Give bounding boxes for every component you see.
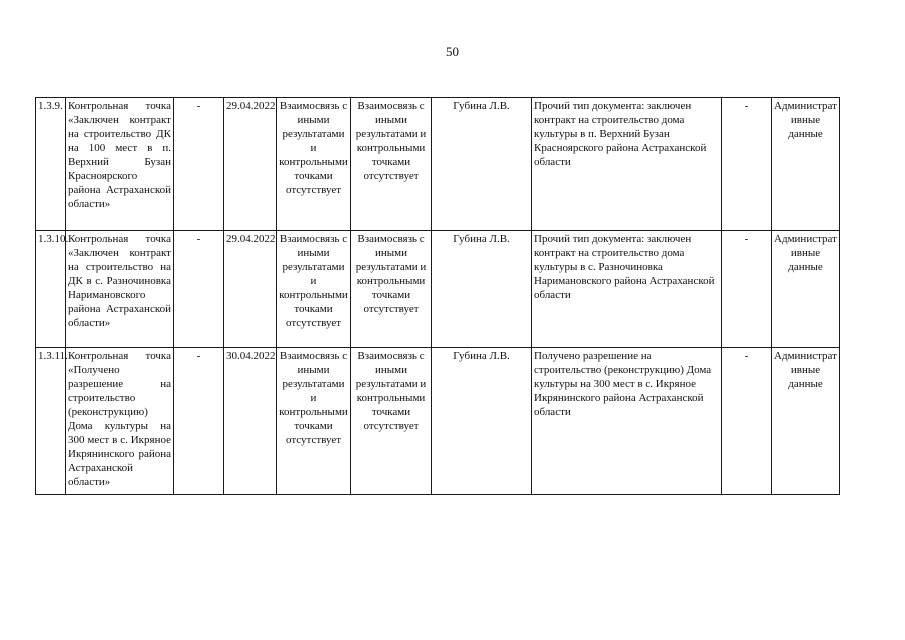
control-points-table — [35, 97, 840, 495]
row-number: 1.3.10. — [36, 231, 66, 348]
base-value-cell: - — [174, 231, 224, 348]
document-type: Прочий тип документа: заключен контракт на строительство дома культуры в п. Верхний Бузан Красноярского района Астраханской области — [532, 98, 722, 231]
responsible-person: Губина Л.В. — [432, 348, 532, 495]
base-value-cell: - — [174, 348, 224, 495]
control-point-name: Контрольная точка «Получено разрешение на строительство (реконструкцию) Дома культуры на 300 мест в с. Икряное Икрянинского района Астраханской области» — [66, 348, 174, 495]
info-system-cell: - — [722, 98, 772, 231]
info-system-cell: - — [722, 348, 772, 495]
deadline-date: 29.04.2022 — [224, 98, 277, 231]
control-point-name: Контрольная точка «Заключен контракт на строительство ДК на 100 мест в п. Верхний Бузан Красноярского района Астраханской области» — [66, 98, 174, 231]
row-number: 1.3.11. — [36, 348, 66, 495]
predecessor-relation: Взаимосвязь с иными результатами и контрольными точками отсутствует — [277, 348, 351, 495]
data-source: Административные данные — [772, 231, 840, 348]
document-type: Прочий тип документа: заключен контракт на строительство дома культуры в с. Разночиновка Наримановского района Астраханской области — [532, 231, 722, 348]
table-row — [36, 348, 840, 495]
deadline-date: 30.04.2022 — [224, 348, 277, 495]
table-row — [36, 98, 840, 231]
page-number: 50 — [446, 44, 459, 59]
predecessor-relation: Взаимосвязь с иными результатами и контрольными точками отсутствует — [277, 231, 351, 348]
responsible-person: Губина Л.В. — [432, 231, 532, 348]
control-point-name: Контрольная точка «Заключен контракт на строительство на ДК в с. Разночиновка Наримановского района Астраханской области» — [66, 231, 174, 348]
responsible-person: Губина Л.В. — [432, 98, 532, 231]
info-system-cell: - — [722, 231, 772, 348]
base-value-cell: - — [174, 98, 224, 231]
table-row — [36, 231, 840, 348]
predecessor-relation: Взаимосвязь с иными результатами и контрольными точками отсутствует — [277, 98, 351, 231]
successor-relation: Взаимосвязь с иными результатами и контрольными точками отсутствует — [351, 231, 432, 348]
document-type: Получено разрешение на строительство (реконструкцию) Дома культуры на 300 мест в с. Икряное Икрянинского района Астраханской области — [532, 348, 722, 495]
deadline-date: 29.04.2022 — [224, 231, 277, 348]
successor-relation: Взаимосвязь с иными результатами и контрольными точками отсутствует — [351, 98, 432, 231]
row-number: 1.3.9. — [36, 98, 66, 231]
successor-relation: Взаимосвязь с иными результатами и контрольными точками отсутствует — [351, 348, 432, 495]
data-source: Административные данные — [772, 98, 840, 231]
data-source: Административные данные — [772, 348, 840, 495]
